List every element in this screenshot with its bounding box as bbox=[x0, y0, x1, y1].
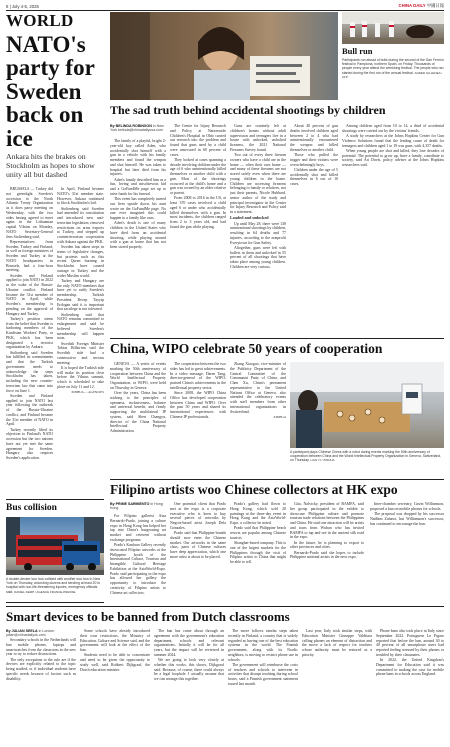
dutch-byline-rest: in London julian@chinadailyuk.com bbox=[6, 629, 55, 638]
dutch-col-4 bbox=[228, 629, 298, 742]
dutch-p10: Phone bans also took place in Italy since September 2022. Portuguese Le Figaro reported that before the ban, around 30 to 40 percent of all smartphone users had reported feeling stressed by their phones or troubled by their classmates. bbox=[376, 629, 444, 657]
filipino-p7: Shanghai-based company. This is one of the largest markets for the Philippines through the visit of Filipino artists to China that might be able to tell. bbox=[230, 541, 286, 564]
filipino-byline-name: By PRIME SARMIENTO bbox=[110, 502, 150, 506]
nato-col-1 bbox=[6, 187, 53, 495]
filipino-p1: For Filipino gallerist Aiza Bernardo-Prado, joining a culture expo in Hong Kong has helped her tap into China's burgeoning art market and reinvent without exchange programs. bbox=[110, 514, 166, 542]
filipino-p5: Prado's gallery had flown to Hong Kong, which sold 20 paintings at the three-day event in Hong Kong and the AsiaWorld-Expo, a collector he noted. bbox=[230, 502, 286, 525]
nato-p4: Turkey's position stems from the belief that Sweden is harboring members of the Kurdistan Workers' Party, or PKK, which has been designated a terrorist organization by Ankara. bbox=[6, 316, 53, 350]
wipo-col-1 bbox=[110, 362, 166, 476]
nato-col-2 bbox=[57, 187, 104, 495]
wipo-p4: Since 2008, the WIPO China Office has developed cooperation between China and WIPO. Over the past 50 years and shared its international experiences with Chinese IP professionals. bbox=[170, 391, 226, 419]
dutch-p4: Students need to be able to concentrate and need to be given the opportunity to study well, said Robbert Dijkgraaf, the Dutch education minister. bbox=[80, 653, 150, 672]
nato-p10: Sweden has taken steps in terms of legislative changes, but protests such as this recent Quran burning in Stockholm have caused outrage in Turkey and the wider Muslim world. bbox=[57, 245, 104, 278]
page-date: 8 | July 4-5, 2025 bbox=[6, 3, 39, 9]
wipo-col-2 bbox=[170, 362, 226, 476]
dutch-p2: The only exceptions to the rule are if the devices are explicitly related to the topic being studied, or if individual students have specific needs because of factors such as disability. bbox=[6, 657, 76, 681]
girl-photo bbox=[110, 12, 338, 100]
brand-cn: 中國日報 bbox=[426, 3, 444, 8]
bus-photo bbox=[6, 517, 104, 575]
girl-text8: Guns are routinely left at children's homes without adult supervision and teenagers live in a house with unlocked, unlocked firearms, the 2021 National Firearms Survey found. bbox=[230, 124, 286, 152]
girl-col-4 bbox=[290, 124, 338, 335]
bus-title: Bus collision bbox=[6, 503, 57, 513]
nato-p12: Stoltenberg said that NATO remains committed to enlargement and said he believed Sweden's membership will happen soon. bbox=[57, 312, 104, 341]
girl-text10: Up until May 28, there were 138 unintentional shootings by children, resulting in 64 deaths and 77 injuries, according to the nonprofit Everytown for Gun Safety. bbox=[230, 221, 286, 245]
filipino-p12: The proposal was dropped by his successor Nadhim Zahawi, but Williamson's successor, has continued to encourage the ban. bbox=[370, 512, 444, 526]
wipo-caption bbox=[290, 450, 444, 463]
girl-subhead: Loaded and unlocked bbox=[230, 214, 269, 220]
filipino-col-4 bbox=[290, 502, 364, 603]
wipo-col-3 bbox=[230, 362, 286, 476]
girl-text13: Those who pulled the trigger and their victims were overwhelmingly boys. bbox=[290, 153, 338, 167]
nato-p1: BRUSSELS — Turkey did not greenlight Sweden's accession to the North Atlantic Treaty Organization as it does party meeting on Wednesday, with the two sides having agreed to meet again in the Lithuanian capital Vilnius on Monday, NATO Secretary-General Jens Stoltenberg said. bbox=[6, 187, 53, 239]
girl-text6: They looked at cases spanning a decade involving children under the age of 6 who unintentionally killed themselves or another child with a gun. Most of the shootings occurred at the child's home and a gun was owned by an older relative or parent. bbox=[170, 157, 226, 195]
dutch-col-6 bbox=[376, 629, 444, 742]
girl-text4: Aden's death is one of many children in the United States who have died from an accidental shooting, while playing around with a gun at home that has not been stored properly. bbox=[110, 221, 166, 249]
nato-deck: Ankara hits the brakes on Stockholm as hopes to show unity all but dashed bbox=[6, 152, 95, 179]
nato-credit: XINHUA — AGENCIES bbox=[71, 390, 104, 394]
dutch-col-2 bbox=[80, 629, 150, 742]
wipo-p2: Over the years, China has been sticking to the principles of openness, inclusiveness, balance and universal benefit, and firmly supporting the multilateral IP system, said Shen Changyu, director of the China National Intellectual Property Administration. bbox=[110, 391, 166, 433]
bullrun-photo bbox=[342, 12, 444, 44]
filipino-col-2 bbox=[170, 502, 226, 603]
bullrun-photo-illustration bbox=[342, 12, 444, 44]
wipo-p5: Zhang Xiaoguo, vice-minister of the Publicity Department of the Central Committee of the Communist Party of China, and Chen Xu, China's permanent representative to the United Nations Office at Geneva, also attended the celebratory events with staff members from other international organizations in Switzerland. bbox=[230, 362, 286, 414]
filipino-p4: Prado said that Philippine brands should now enter the Chinese market. Our artworks in the same class, parts of Chinese cultures have deep appreciation, which one more artist is about to be placed. bbox=[170, 531, 226, 559]
filipino-p8: Gita, Nalvicky, president of BAMFA, said her group participated in the exhibit to showcase Philippine culture and promote tourism trade relations between the Philippines and China. He said one attraction will be artists and tours from Wuhan who has invited BAMFA to tap and see in the ancient silk road in the expo. bbox=[290, 502, 364, 540]
bus-caption bbox=[6, 577, 104, 594]
wipo-headline: China, WIPO celebrate 50 years of cooperation bbox=[110, 341, 383, 356]
bus-credit: DANIEL KEMP / AGENCE FRANCE-PRESSE bbox=[14, 589, 76, 594]
nato-p2: Representatives from Sweden, Turkey and Finland, as well as foreign ministers of Sweden and Turkey at the NATO headquarters in Brussels, had a four-hour meeting. bbox=[6, 239, 53, 273]
wipo-p1: GENEVA — A series of events marking the 50th anniversary of cooperation between China and the World Intellectual Property Organization, or WIPO, were held on Thursday in Geneva. bbox=[110, 362, 166, 390]
bullrun-caption-text: Participants run ahead of bulls during the second of the San Fermín festival in Pamplona, northern Spain, on Friday. Thousands of people every year attend the weeklong festival. The people who ran started during the first run of the annual festival. bbox=[342, 58, 444, 75]
dutch-headline: Smart devices to be banned from Dutch classrooms bbox=[6, 609, 290, 624]
wipo-rule bbox=[110, 338, 444, 339]
girl-text11: Altogether, guns were left with bullets in them and unlocked in 55 percent of all shootings that have taken place among young children. Children are very curious. bbox=[230, 245, 286, 269]
filipino-p9: In the future, he is planning to export to other provinces and cities. bbox=[290, 540, 364, 550]
dutch-p1: Secondary schools in the Netherlands will ban mobile phones, laptops and smartwatches from the classroom in the new year to try to reduce distractions. bbox=[6, 638, 76, 657]
filipino-headline: Filipino artists woo Chinese collectors at HK expo bbox=[110, 482, 398, 497]
dutch-p3: Some schools have already introduced their own restrictions, the Ministry of Education, Culture and Science said, and the government will look at the effect of the ban. bbox=[80, 629, 150, 652]
nato-p7: Turkey recently lifted its objection to Finland's NATO accession but the two nations have not yet met the same agreement for Sweden. Hungary also requires Sweden's application. bbox=[6, 427, 53, 460]
bullrun-caption bbox=[342, 58, 444, 79]
girl-col-5 bbox=[342, 124, 444, 335]
filipino-byline bbox=[110, 502, 166, 511]
dutch-p8: The government will reimburse the costs of teachers and schools to intervene in activities that disrupt teaching during school hours, said a Finnish government statement issued last month. bbox=[228, 662, 298, 686]
girl-col-2 bbox=[170, 124, 226, 335]
nato-p5: Stoltenberg said Sweden has fulfilled its commitments and that the Turkish government needs to acknowledge the steps Stockholm has taken, including the new counter-terrorism law that came into force on June 1. bbox=[6, 350, 53, 393]
filipino-col-1 bbox=[110, 514, 166, 603]
girl-text2: Aden's family described him as a fun, loving and mischievous kid and a GoFundMe page set up to raise funds for his funeral. bbox=[110, 177, 166, 196]
girl-text16: A study by researchers at the Johns Hopkins Center for Gun Violence Solutions found that the leading cause of death for teenagers and children aged 1 to 19 was guns, with 4,357 deaths. bbox=[342, 134, 444, 148]
dutch-p11: In 2022, the United Kingdom's Department for Education said it was committed to making the case for mobile phone bans in schools across England. bbox=[376, 658, 444, 677]
girl-col-3 bbox=[230, 124, 286, 335]
dutch-col-1 bbox=[6, 638, 76, 742]
nato-p9: Stoltenberg said Sweden had amended its constitution and introduced new anti-terrorism legislation, removed restrictions on arms exports to Turkey, and stepped up counterterrorism cooperation with Ankara against the PKK. bbox=[57, 206, 104, 244]
girl-photo-illustration bbox=[110, 12, 338, 100]
dutch-p5: The ban has come about through an agreement with the government's education department, schools and relevant organizations. Initially it will be for all years, but the impact will be reviewed in summer 2024. bbox=[154, 629, 224, 657]
bullrun-credit: ANDER GILLENEA / AFP bbox=[342, 70, 443, 79]
nato-p11: Turkey and Hungary are the only NATO members that have yet to ratify Sweden's membership. Turkish President Recep Tayyip Erdogan said it is important that sacrilege is not tolerated. bbox=[57, 278, 104, 312]
girl-text3: This event has completely turned our lives upside down, his aunt wrote on the GoFundMe page. No one ever imagined this could happen to a family like ours. bbox=[110, 197, 166, 220]
wipo-photo bbox=[290, 362, 444, 448]
filipino-p11: Inter-chamber secretary, Gavin Williamson, proposed a ban on mobile phones for schools. bbox=[370, 502, 444, 511]
filipino-col-3 bbox=[230, 502, 286, 603]
wipo-photo-credit: LIAN YI / XINHUA bbox=[310, 458, 335, 463]
dutch-p7: The move follows similar steps taken recently in Finland, a country that is widely regarded as having one of the best education systems in the world. The Finnish government, along with its Nordic neighbors, is moving to restrict phone use in schools. bbox=[228, 629, 298, 662]
girl-text5: The Centre for Injury Research and Policy at Nationwide Children's Hospital in Ohio carried out research into the problem and found that guns used by a child were unsecured in 60 percent of cases. bbox=[170, 124, 226, 157]
dutch-col-5 bbox=[302, 629, 372, 742]
filipino-col-5 bbox=[370, 502, 444, 603]
section-title: WORLD bbox=[6, 11, 74, 30]
nato-p8: In April, Finland became NATO's 31st member state. However, Ankara continued to block Stockholm's bid. bbox=[57, 187, 104, 206]
girl-text14: Children under the age of 5 accidentally shot and killed themselves in 6 out of 10 cases. bbox=[290, 167, 338, 186]
bus-caption-text: A double-decker tour bus collided with another tour bus in New York on Thursday, wounding dozens and sending at least 20 to hospital with non-life-threatening injuries, emergency officials said. bbox=[6, 577, 101, 594]
girl-byline-rest: in New York belinda@chinadailyusa.com bbox=[110, 124, 164, 133]
nato-p3: Sweden and Finland applied to join NATO in 2022 in the wake of the Russia-Ukraine conflict. Finland became the 31st member of NATO in April, while Sweden's membership is pending on the approval of Hungary and Turkey. bbox=[6, 273, 53, 316]
dutch-p6: We are going to look very closely at whether this works, this shows, Dijkgraaf said. Because, of course, there could always be a legal loophole. I actually assume that we can arrange this together. bbox=[154, 658, 224, 681]
nato-p13: Swedish Foreign Minister Tobias Billström said the Swedish side had a constructive and serious meeting. bbox=[57, 341, 104, 365]
dutch-byline bbox=[6, 629, 76, 638]
filipino-p2: Prado's Kanlaon Gallery recently showcased Filipino artworks at the Philippine booth of the International Culture, Tourism and Intangible Cultural Heritage Exhibition at the AsiaWorld-Expo. Prado said participating in the expo has allowed her gallery the opportunity to introduce the creativity of Filipino artists to Chinese art collectors. bbox=[110, 543, 166, 595]
bullrun-title: Bull run bbox=[342, 46, 373, 56]
nato-p6: Sweden and Finland applied to join NATO last year following the outbreak of the Russia-Ukraine conflict, and Finland became the 31st member of NATO in April. bbox=[6, 393, 53, 427]
girl-text7: From 2008 to 2016 in the US, at least 370 cases involved a child aged 6 or under who accidentally killed themselves with a gun. In most incidents, the children ranged from 2 to 3 years old, and had found the gun while playing. bbox=[170, 196, 226, 229]
dutch-rule bbox=[6, 606, 444, 607]
dutch-byline-name: By JULIAN SEELA bbox=[6, 629, 38, 633]
brand-name: CHINA DAILY bbox=[398, 3, 426, 8]
girl-text9: Two out of every three firearm owners who have a child are in the home — often their own home — and many of these firearms are not stored safely even when there are young children in the home. Children are accessing firearms belonging to family or relatives, not just their parents, Nicole Hubbard, senior author of the study and principal investigator in the Center for Injury Research and Policy said in a statement. bbox=[230, 153, 286, 214]
wipo-p3: The cooperation between the two sides has led to great achievements. In a video message, Daren Tang, director-general of the WIPO, praised China's achievements in the intellectual property sector. bbox=[170, 362, 226, 390]
bus-photo-illustration bbox=[6, 517, 104, 575]
wipo-credit: XINHUA bbox=[273, 414, 286, 419]
bus-rule bbox=[6, 499, 104, 500]
filipino-rule bbox=[110, 479, 444, 480]
girl-text12: About 40 percent of gun deaths involved children aged between 2 to 4 who had unintentionally encountered the weapon and killed themselves or another child. bbox=[290, 124, 338, 152]
girl-byline-name: By BELINDA ROBINSON bbox=[110, 124, 152, 128]
girl-text15: Among children aged from 10 to 14, a third of accidental shootings were carried out by the victims' friends. bbox=[342, 124, 444, 133]
filipino-p6: Prado said that Philippine beach resorts are popular among Chinese tourists. bbox=[230, 526, 286, 540]
nato-p14: It is hoped the Turkish side will make its position clear before the Vilnius summit, which is scheduled to take place on July 11 and 12. bbox=[57, 365, 104, 389]
page-header bbox=[6, 2, 444, 10]
girl-text17: When young people are shot and killed, they lose decades of potential. The potential to grow up, have a family, contribute to society, said Ari Davis, policy adviser at the Johns Hopkins researchers said. bbox=[342, 148, 444, 167]
girl-headline: The sad truth behind accidental shootings by children bbox=[110, 103, 386, 117]
girl-byline bbox=[110, 124, 166, 133]
dutch-p9: Last year, Italy took similar steps, with Education Minister Giuseppe Valditara calling phones an element of distraction and the move a lack of respect for teachers whose authority must be restored as a priority. bbox=[302, 629, 372, 657]
nato-headline: NATO's party for Sweden back on ice bbox=[6, 32, 95, 151]
dutch-col-3 bbox=[154, 629, 224, 742]
brand bbox=[398, 3, 444, 9]
girl-col-1 bbox=[110, 139, 166, 335]
bus-bottom-rule bbox=[6, 602, 104, 603]
filipino-p10: Bernardo-Prado said she hopes to include Philippine national artists in the next expo. bbox=[290, 550, 364, 560]
wipo-caption-text: A participant plays Chinese Chess with a robot during events marking the 50th anniversary of cooperation between China and the World Intellectual Property Organization in Geneva, Switzerland, on Thursday. bbox=[290, 450, 442, 463]
filipino-p3: One potential client that Prado met at the expo is a corporate executive who is keen to buy several pieces of artworks by Negros-based artist Joseph Dela Gonzales. bbox=[170, 502, 226, 530]
girl-text1: The family of a playful, bright 2-year-old boy called Aden, who accidentally shot himself with a gun in a vehicle with his family members and found the weapon and shot himself. He was taken to hospital but later died from his injuries. bbox=[110, 139, 166, 177]
wipo-photo-illustration bbox=[290, 362, 444, 448]
filipino-byline-rest: in Hong Kong bbox=[110, 502, 163, 511]
